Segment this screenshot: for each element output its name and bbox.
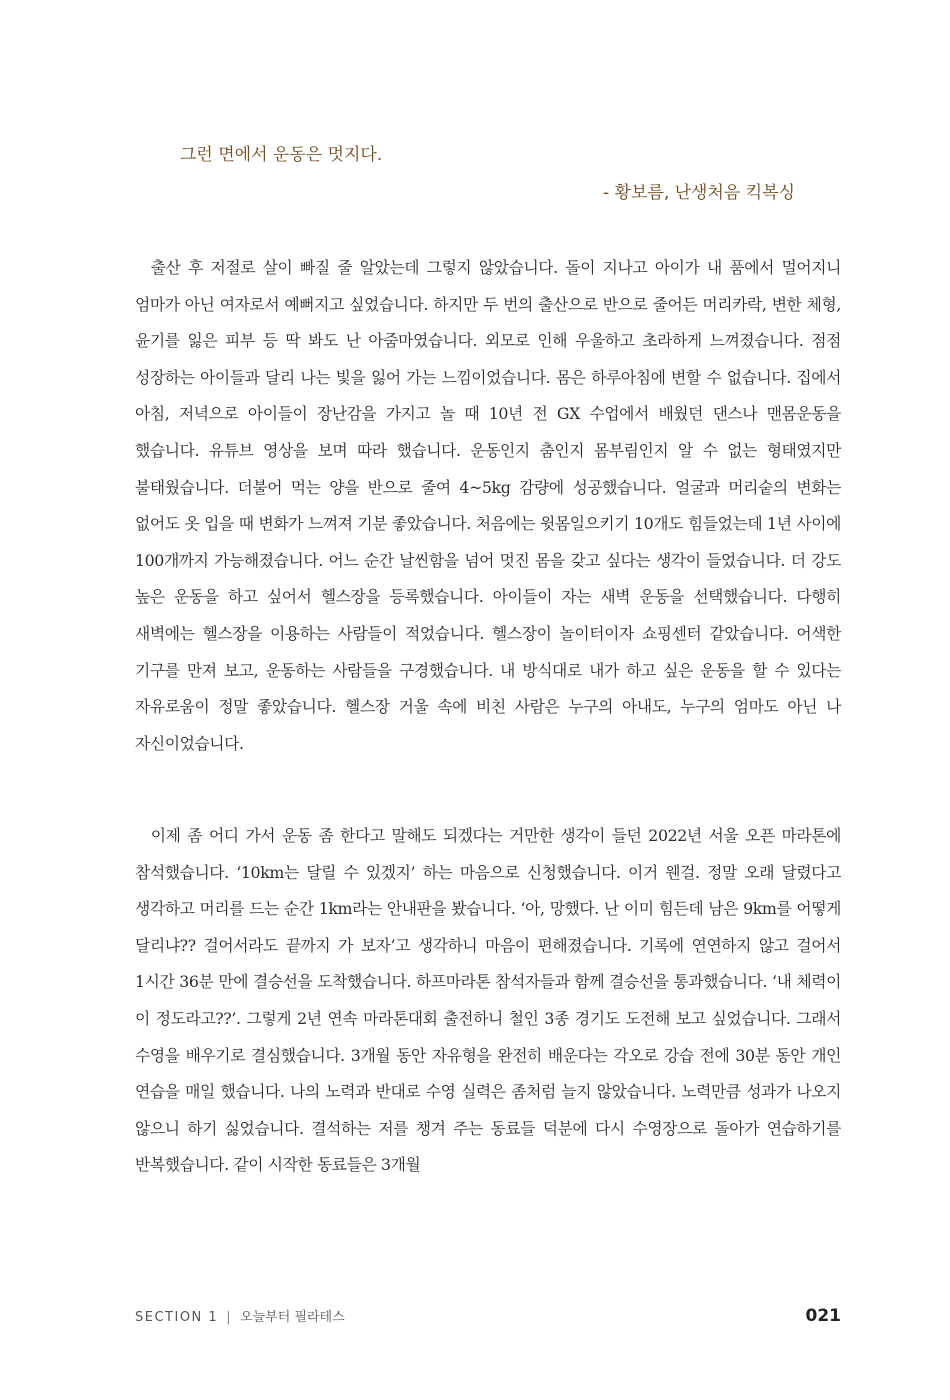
page-number: 021 [805,1306,841,1326]
quote-attribution: - 황보름, 난생처음 킥복싱 [603,183,795,203]
page-footer [135,1306,841,1326]
book-title: 오늘부터 필라테스 [240,1310,345,1325]
body-paragraph-2: 이제 좀 어디 가서 운동 좀 한다고 말해도 되겠다는 거만한 생각이 들던 2022년 서울 오픈 마라톤에 참석했습니다. ‘10km는 달릴 수 있겠지’ 하는 마음으로 신청했습니다. 이거 웬걸. 정말 오래 달렸다고 생각하고 머리를 드는 순간 1km라는 안내판을 봤습니다. ‘아, 망했다. 난 이미 힘든데 남은 9km를 어떻게 달리냐?? 걸어서라도 끝까지 가 보자’고 생각하니 마음이 편해졌습니다. 기록에 연연하지 않고 걸어서 1시간 36분 만에 결승선을 도착했습니다. 하프마라톤 참석자들과 함께 결승선을 통과했습니다. ‘내 체력이 이 정도라고??’. 그렇게 2년 연속 마라톤대회 출전하니 철인 3종 경기도 도전해 보고 싶었습니다. 그래서 수영을 배우기로 결심했습니다. 3개월 동안 자유형을 완전히 배운다는 각오로 강습 전에 30분 동안 개인 연습을 매일 했습니다. 나의 노력과 반대로 수영 실력은 좀처럼 늘지 않았습니다. 노력만큼 성과가 나오지 않으니 하기 싫었습니다. 결석하는 저를 챙겨 주는 동료들 덕분에 다시 수영장으로 돌아가 연습하기를 반복했습니다. 같이 시작한 동료들은 3개월 [135,826,841,1175]
quote-text: 그런 면에서 운동은 멋지다. [180,145,383,165]
section-label: SECTION 1 [135,1310,219,1325]
running-header [135,1306,345,1325]
body-paragraph-1: 출산 후 저절로 살이 빠질 줄 알았는데 그렇지 않았습니다. 돌이 지나고 아이가 내 품에서 멀어지니 엄마가 아닌 여자로서 예뻐지고 싶었습니다. 하지만 두 번의 출산으로 반으로 줄어든 머리카락, 변한 체형, 윤기를 잃은 피부 등 딱 봐도 난 아줌마였습니다. 외모로 인해 우울하고 초라하게 느껴졌습니다. 점점 성장하는 아이들과 달리 나는 빛을 잃어 가는 느낌이었습니다. 몸은 하루아침에 변할 수 없습니다. 집에서 아침, 저녁으로 아이들이 장난감을 가지고 놀 때 10년 전 GX 수업에서 배웠던 댄스나 맨몸운동을 했습니다. 유튜브 영상을 보며 따라 했습니다. 운동인지 춤인지 몸부림인지 알 수 없는 형태였지만 불태웠습니다. 더불어 먹는 양을 반으로 줄여 4~5kg 감량에 성공했습니다. 얼굴과 머리숱의 변화는 없어도 옷 입을 때 변화가 느껴져 기분 좋았습니다. 처음에는 윗몸일으키기 10개도 힘들었는데 1년 사이에 100개까지 가능해졌습니다. 어느 순간 날씬함을 넘어 멋진 몸을 갖고 싶다는 생각이 들었습니다. 더 강도 높은 운동을 하고 싶어서 헬스장을 등록했습니다. 아이들이 자는 새벽 운동을 선택했습니다. 다행히 새벽에는 헬스장을 이용하는 사람들이 적었습니다. 헬스장이 놀이터이자 쇼핑센터 같았습니다. 어색한 기구를 만져 보고, 운동하는 사람들을 구경했습니다. 내 방식대로 내가 하고 싶은 운동을 할 수 있다는 자유로움이 정말 좋았습니다. 헬스장 거울 속에 비친 사람은 누구의 아내도, 누구의 엄마도 아닌 나 자신이었습니다. [135,258,841,753]
footer-separator: | [226,1310,233,1325]
